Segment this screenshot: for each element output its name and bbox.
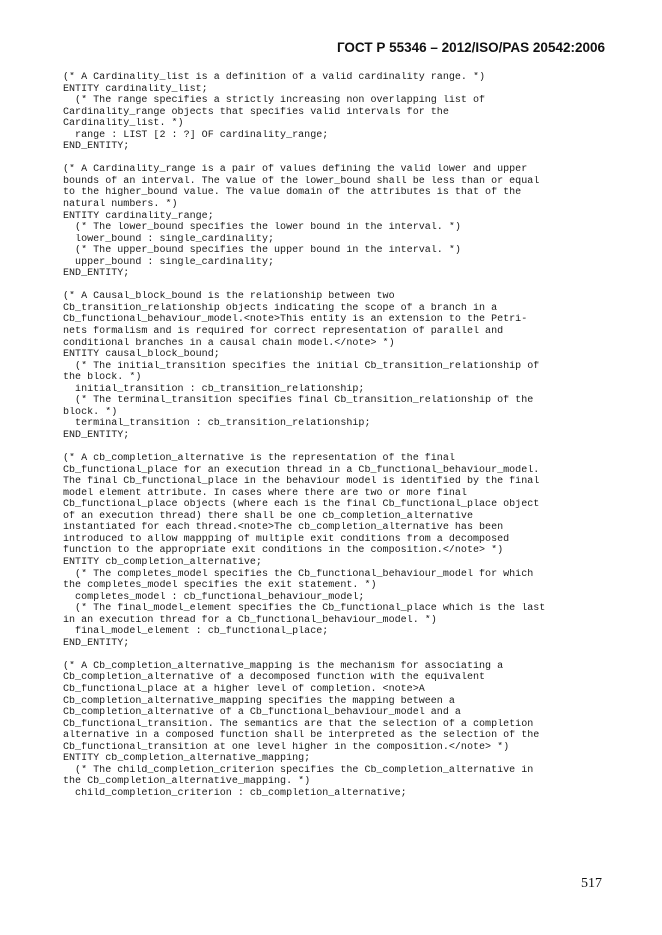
code-line: Cb_functional_place for an execution thread in a Cb_functional_behaviour_model. <box>63 464 540 476</box>
code-line: initial_transition : cb_transition_relationship; <box>63 383 365 395</box>
standard-header: ГОСТ Р 55346 – 2012/ISO/PAS 20542:2006 <box>336 40 605 55</box>
code-line: bounds of an interval. The value of the lower_bound shall be less than or equal <box>63 175 540 187</box>
code-line <box>63 649 603 661</box>
code-line: (* The initial_transition specifies the initial Cb_transition_relationship of <box>63 360 540 372</box>
code-line: ENTITY cb_completion_alternative_mapping; <box>63 753 311 765</box>
code-line: upper_bound : single_cardinality; <box>63 256 275 268</box>
code-line: range : LIST [2 : ?] OF cardinality_range; <box>63 129 329 141</box>
code-line: terminal_transition : cb_transition_relationship; <box>63 418 371 430</box>
code-line: ENTITY cardinality_range; <box>63 210 214 222</box>
code-line: (* The final_model_element specifies the Cb_functional_place which is the last <box>63 603 546 615</box>
code-line <box>63 442 603 454</box>
code-line: Cb_functional_behaviour_model.<note>This entity is an extension to the Petri- <box>63 314 528 326</box>
code-line: ENTITY causal_block_bound; <box>63 349 220 361</box>
code-line: (* A Cardinality_list is a definition of a valid cardinality range. *) <box>63 72 486 83</box>
code-line: Cb_functional_transition. The semantics are that the selection of a completion <box>63 718 534 730</box>
code-line: the completes_model specifies the exit statement. *) <box>63 580 377 592</box>
code-line: introduced to allow mappping of multiple exit conditions from a decomposed <box>63 533 510 545</box>
code-line: (* The lower_bound specifies the lower bound in the interval. *) <box>63 222 461 234</box>
code-line: in an execution thread for a Cb_functional_behaviour_model. *) <box>63 614 437 626</box>
express-code-listing <box>63 72 603 799</box>
code-line: (* The child_completion_criterion specifies the Cb_completion_alternative in <box>63 764 534 776</box>
code-line: END_ENTITY; <box>63 429 130 441</box>
code-line: Cb_functional_place at a higher level of completion. <note>A <box>63 683 425 695</box>
code-line: (* A Cardinality_range is a pair of values defining the valid lower and upper <box>63 164 528 176</box>
code-line: Cb_completion_alternative of a decomposed function with the equivalent <box>63 672 486 684</box>
code-line <box>63 280 603 292</box>
code-line: Cb_completion_alternative_mapping specifies the mapping between a <box>63 695 455 707</box>
code-line: conditional branches in a causal chain model.</note> *) <box>63 337 395 349</box>
code-line: model element attribute. In cases where there are two or more final <box>63 487 467 499</box>
code-line: Cb_functional_place objects (where each is the final Cb_functional_place object <box>63 499 540 511</box>
page-number: 517 <box>581 876 602 891</box>
code-line: (* The upper_bound specifies the upper bound in the interval. *) <box>63 245 461 257</box>
code-line: ENTITY cardinality_list; <box>63 83 208 95</box>
code-line: to the higher_bound value. The value domain of the attributes is that of the <box>63 187 522 199</box>
code-line: END_ENTITY; <box>63 141 130 153</box>
code-line: Cardinality_range objects that specifies valid intervals for the <box>63 106 449 118</box>
code-line: Cb_functional_transition at one level higher in the composition.</note> *) <box>63 741 510 753</box>
code-line: (* The completes_model specifies the Cb_functional_behaviour_model for which <box>63 568 534 580</box>
code-line <box>63 153 603 165</box>
code-line: nets formalism and is required for correct representation of parallel and <box>63 326 504 338</box>
code-line: lower_bound : single_cardinality; <box>63 233 275 245</box>
code-line: of an execution thread) there shall be one cb_completion_alternative <box>63 510 473 522</box>
code-line: function to the appropriate exit conditions in the composition.</note> *) <box>63 545 504 557</box>
code-line: final_model_element : cb_functional_place; <box>63 626 329 638</box>
code-line: natural numbers. *) <box>63 199 178 211</box>
code-line: Cb_completion_alternative of a Cb_functional_behaviour_model and a <box>63 707 461 719</box>
code-line: The final Cb_functional_place in the behaviour model is identified by the final <box>63 476 540 488</box>
code-line: alternative in a composed function shall be interpreted as the selection of the <box>63 730 540 742</box>
code-line: (* A Cb_completion_alternative_mapping is the mechanism for associating a <box>63 660 504 672</box>
code-line: block. *) <box>63 406 118 418</box>
code-line: (* A cb_completion_alternative is the representation of the final <box>63 453 455 465</box>
code-line: ENTITY cb_completion_alternative; <box>63 556 262 568</box>
code-line: (* The terminal_transition specifies final Cb_transition_relationship of the <box>63 395 534 407</box>
code-line: END_ENTITY; <box>63 637 130 649</box>
code-line: Cardinality_list. *) <box>63 118 184 130</box>
code-line: (* A Causal_block_bound is the relationship between two <box>63 291 395 303</box>
code-line: END_ENTITY; <box>63 268 130 280</box>
code-line: the block. *) <box>63 372 142 384</box>
code-line: (* The range specifies a strictly increasing non overlapping list of <box>63 95 486 107</box>
code-line: completes_model : cb_functional_behaviour_model; <box>63 591 365 603</box>
code-line: the Cb_completion_alternative_mapping. *) <box>63 776 311 788</box>
code-line: Cb_transition_relationship objects indicating the scope of a branch in a <box>63 302 498 314</box>
code-line: child_completion_criterion : cb_completion_alternative; <box>63 787 407 799</box>
code-line: instantiated for each thread.<note>The cb_completion_alternative has been <box>63 522 504 534</box>
